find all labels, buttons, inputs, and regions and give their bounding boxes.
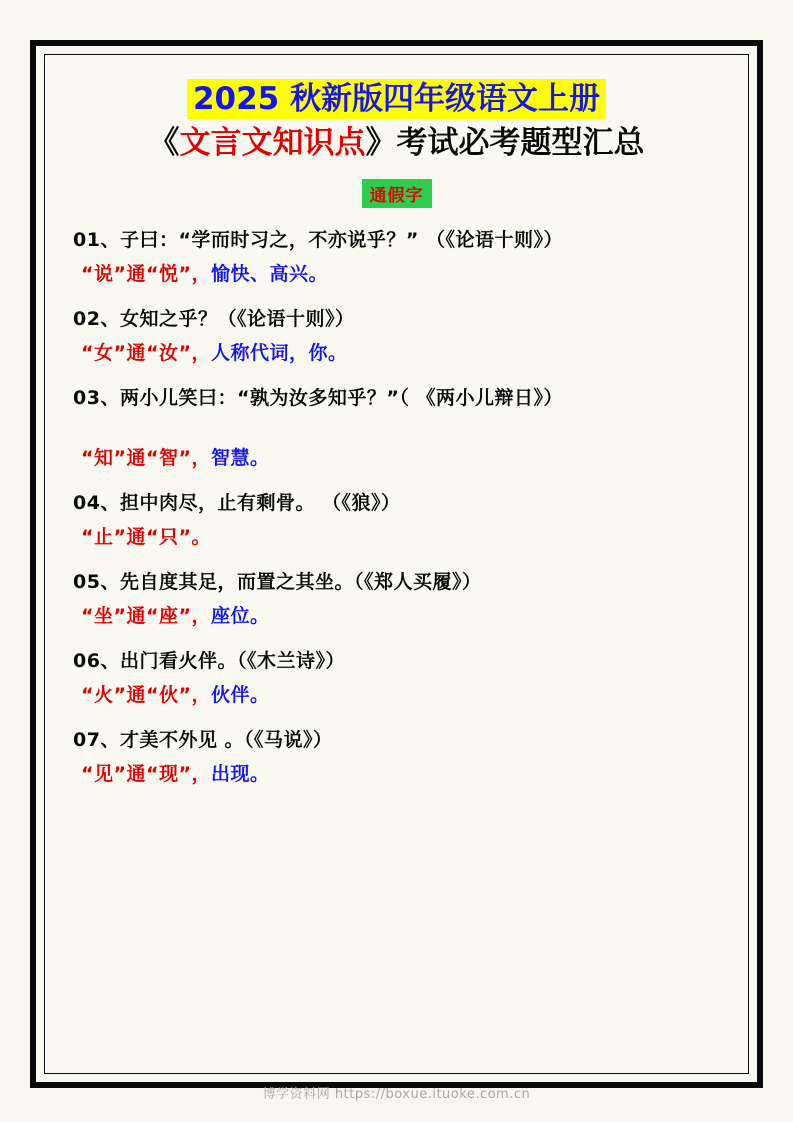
entry-item [73, 647, 720, 710]
entry-question: 01、子曰：“学而时习之，不亦说乎？” （《论语十则》） [73, 228, 564, 251]
entry-question: 03、两小儿笑曰：“孰为汝多知乎？”（ 《两小儿辩日》） [73, 386, 564, 409]
section-heading [73, 179, 720, 208]
entry-answer [73, 444, 720, 473]
entry-question: 05、先自度其足，而置之其坐。（《郑人买履》） [73, 570, 482, 593]
entry-list [73, 226, 720, 789]
entry-question: 04、担中肉尽，止有剩骨。 （《狼》） [73, 491, 401, 514]
entry-answer [73, 339, 720, 368]
page-title-primary [73, 81, 720, 118]
entry-answer-segment: “说”通“悦”， [81, 263, 211, 286]
entry-item [73, 726, 720, 789]
entry-item [73, 489, 720, 552]
entry-answer-segment: “见”通“现”， [81, 763, 211, 786]
entry-spacer [73, 418, 720, 444]
entry-answer-segment: 座位。 [210, 605, 270, 628]
entry-item [73, 226, 720, 289]
page-title-secondary [73, 124, 720, 163]
title-topic: 文言文知识点 [179, 125, 366, 162]
entry-answer-segment: 愉快、高兴。 [210, 263, 328, 286]
entry-answer-segment: 人称代词，你。 [210, 342, 348, 365]
entry-answer-segment: “止”通“只”。 [81, 526, 211, 549]
entry-item [73, 384, 720, 473]
title-bracket-open: 《 [148, 125, 180, 162]
entry-question: 06、出门看火伴。（《木兰诗》） [73, 649, 345, 672]
entry-answer-segment: 智慧。 [210, 447, 270, 470]
entry-answer-segment: 出现。 [210, 763, 270, 786]
entry-answer-segment: 伙伴。 [210, 684, 270, 707]
page-content-area [44, 54, 749, 1074]
entry-item [73, 568, 720, 631]
entry-question: 02、女知之乎？（《论语十则》） [73, 307, 355, 330]
section-heading-label: 通假字 [362, 179, 432, 208]
title-suffix: 》考试必考题型汇总 [365, 125, 645, 162]
entry-answer-segment: “坐”通“座”， [81, 605, 211, 628]
entry-answer [73, 602, 720, 631]
entry-answer-segment: “女”通“汝”， [81, 342, 211, 365]
entry-answer [73, 523, 720, 552]
entry-question: 07、才美不外见 。（《马说》） [73, 728, 333, 751]
entry-item [73, 305, 720, 368]
entry-answer [73, 681, 720, 710]
page-title-primary-text: 2025 秋新版四年级语文上册 [187, 79, 606, 119]
page-border-frame [30, 40, 763, 1088]
entry-answer-segment: “知”通“智”， [81, 447, 211, 470]
entry-answer [73, 260, 720, 289]
watermark-text: 博学资料网 https://boxue.ituoke.com.cn [262, 1087, 531, 1102]
entry-answer-segment: “火”通“伙”， [81, 684, 211, 707]
entry-answer [73, 760, 720, 789]
